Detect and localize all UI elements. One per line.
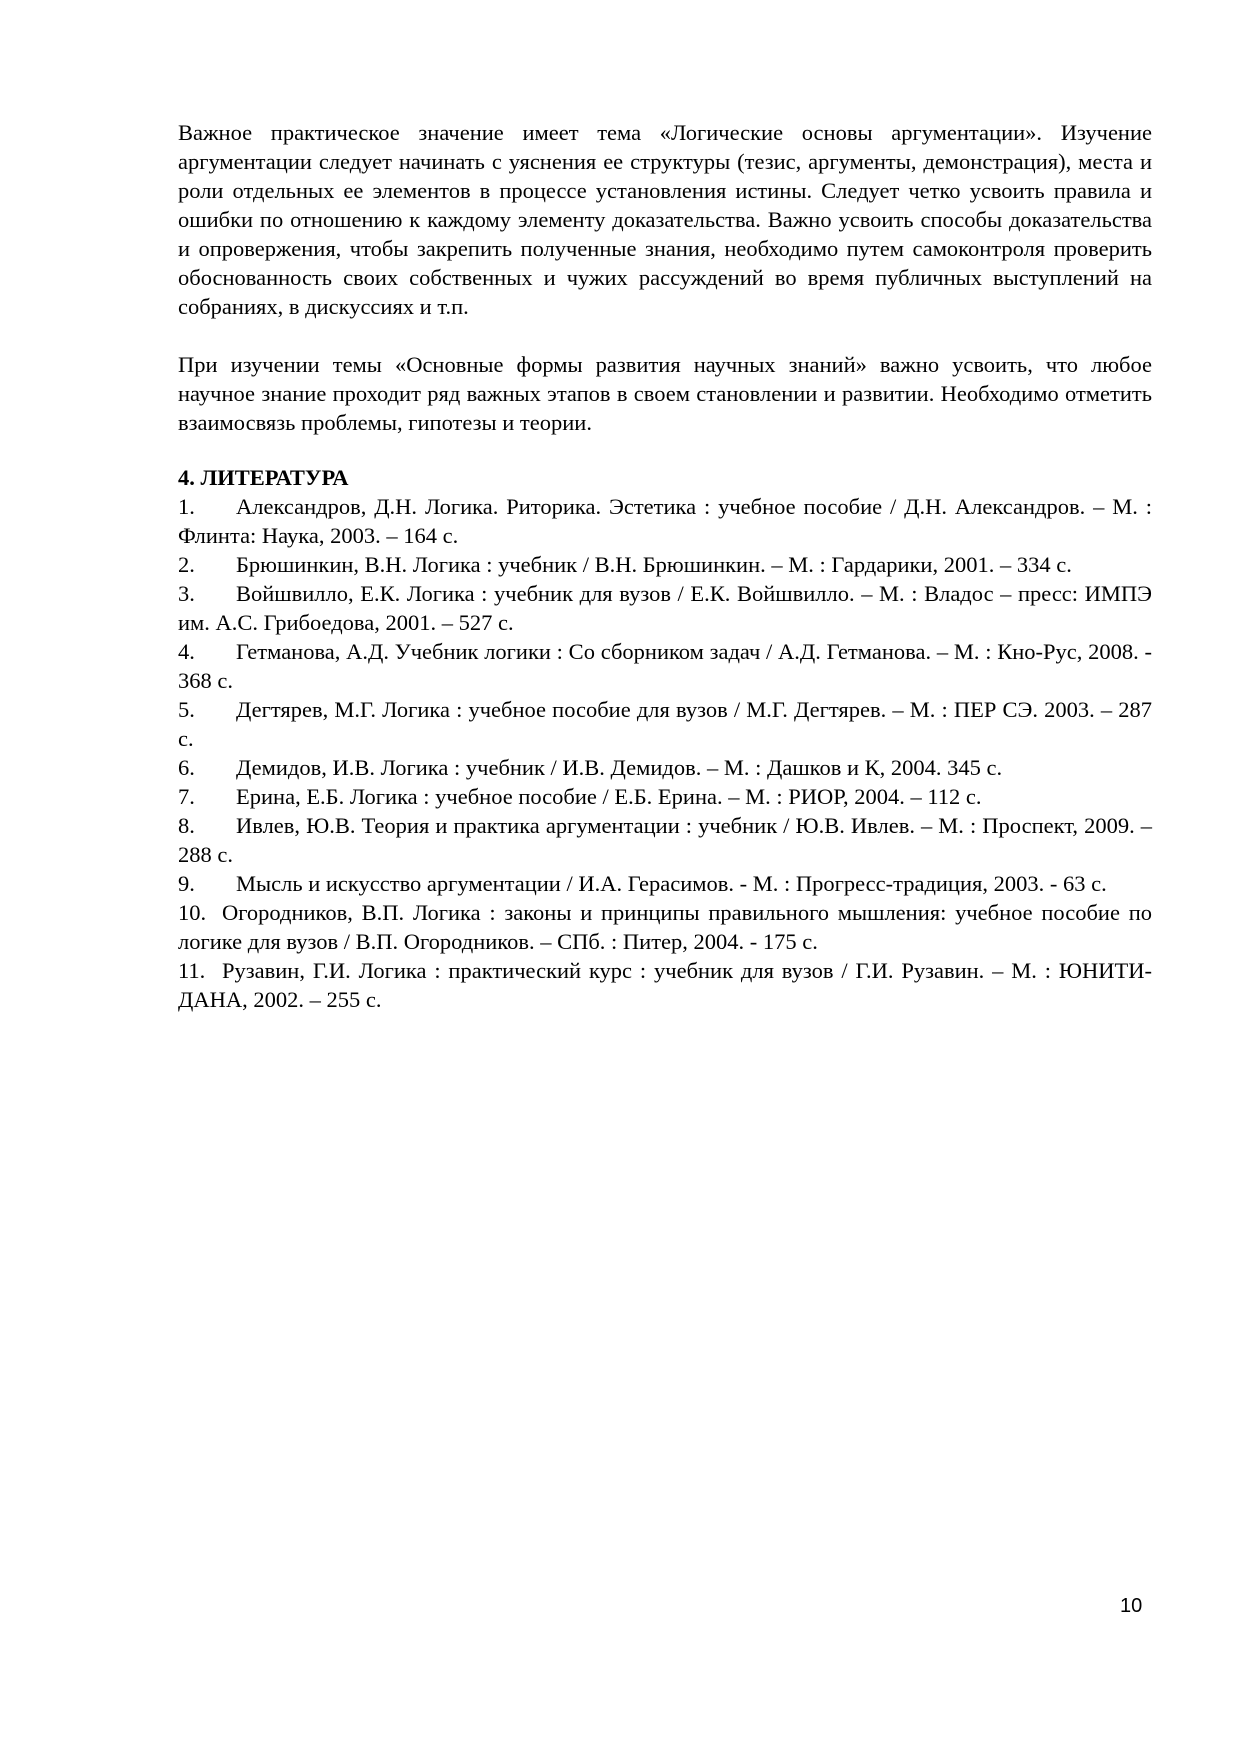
reference-text: Войшвилло, Е.К. Логика : учебник для вузов / Е.К. Войшвилло. – М. : Владос – пресс: ИМПЭ им. А.С. Грибоедова, 2001. – 527 с.: [178, 581, 1152, 635]
paragraph-spacer: [178, 321, 1152, 350]
reference-number: 8.: [178, 813, 195, 838]
reference-number: 9.: [178, 871, 195, 896]
reference-text: Брюшинкин, В.Н. Логика : учебник / В.Н. Брюшинкин. – М. : Гардарики, 2001. – 334 с.: [236, 552, 1072, 577]
reference-item: [178, 550, 1152, 579]
reference-item: [178, 898, 1152, 956]
paragraph-argumentation: Важное практическое значение имеет тема «Логические основы аргументации». Изучение аргументации следует начинать с уяснения ее структуры (тезис, аргументы, демонстрация), места и роли отдельных ее элементов в процессе установления истины. Следует четко усвоить правила и ошибки по отношению к каждому элементу доказательства. Важно усвоить способы доказательства и опровержения, чтобы закрепить полученные знания, необходимо путем самоконтроля проверить обоснованность своих собственных и чужих рассуждений во время публичных выступлений на собраниях, в дискуссиях и т.п.: [178, 120, 1152, 319]
reference-text: Ивлев, Ю.В. Теория и практика аргументации : учебник / Ю.В. Ивлев. – М. : Проспект, 2009. – 288 с.: [178, 813, 1152, 867]
reference-text: Ерина, Е.Б. Логика : учебное пособие / Е.Б. Ерина. – М. : РИОР, 2004. – 112 с.: [236, 784, 982, 809]
reference-text: Гетманова, А.Д. Учебник логики : Со сборником задач / А.Д. Гетманова. – М. : Кно-Рус, 2008. - 368 с.: [178, 639, 1152, 693]
page-number: 10: [1120, 1595, 1143, 1617]
reference-number: 1.: [178, 494, 195, 519]
reference-item: [178, 753, 1152, 782]
reference-number: 7.: [178, 784, 195, 809]
reference-item: [178, 811, 1152, 869]
reference-item: [178, 782, 1152, 811]
reference-text: Александров, Д.Н. Логика. Риторика. Эстетика : учебное пособие / Д.Н. Александров. – М. : Флинта: Наука, 2003. – 164 с.: [178, 494, 1152, 548]
reference-number: 6.: [178, 755, 195, 780]
reference-number: 4.: [178, 639, 195, 664]
reference-text: Демидов, И.В. Логика : учебник / И.В. Демидов. – М. : Дашков и К, 2004. 345 с.: [236, 755, 1003, 780]
reference-item: [178, 869, 1152, 898]
reference-number: 2.: [178, 552, 195, 577]
reference-item: [178, 579, 1152, 637]
reference-text: Мысль и искусство аргументации / И.А. Герасимов. - М. : Прогресс-традиция, 2003. - 63 с.: [236, 871, 1107, 896]
reference-number: 11.: [178, 958, 206, 983]
reference-number: 10.: [178, 900, 207, 925]
paragraph-scientific-knowledge: При изучении темы «Основные формы развития научных знаний» важно усвоить, что любое научное знание проходит ряд важных этапов в своем становлении и развитии. Необходимо отметить взаимосвязь проблемы, гипотезы и теории.: [178, 352, 1152, 435]
reference-item: [178, 956, 1152, 1014]
reference-list: [178, 492, 1152, 1014]
reference-text: Дегтярев, М.Г. Логика : учебное пособие для вузов / М.Г. Дегтярев. – М. : ПЕР СЭ. 2003. – 287 с.: [178, 697, 1152, 751]
reference-number: 5.: [178, 697, 195, 722]
section-title-literature: 4. ЛИТЕРАТУРА: [178, 465, 349, 490]
reference-item: [178, 637, 1152, 695]
reference-number: 3.: [178, 581, 195, 606]
reference-text: Рузавин, Г.И. Логика : практический курс : учебник для вузов / Г.И. Рузавин. – М. : ЮНИТИ-ДАНА, 2002. – 255 с.: [178, 958, 1152, 1012]
reference-text: Огородников, В.П. Логика : законы и принципы правильного мышления: учебное пособие по логике для вузов / В.П. Огородников. – СПб. : Питер, 2004. - 175 с.: [178, 900, 1152, 954]
reference-item: [178, 492, 1152, 550]
page-content: [178, 118, 1152, 1014]
reference-item: [178, 695, 1152, 753]
